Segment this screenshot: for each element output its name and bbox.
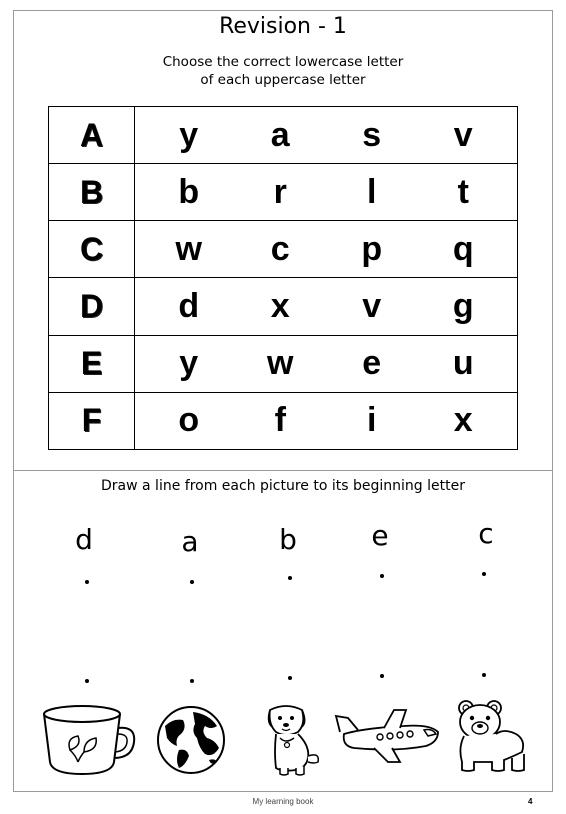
lowercase-option[interactable]: i (367, 401, 377, 440)
uppercase-letter: D (49, 278, 135, 335)
lowercase-option[interactable]: e (362, 344, 382, 383)
lowercase-options (135, 335, 518, 392)
cup-icon (40, 702, 138, 778)
letter-dot-d[interactable] (85, 580, 89, 584)
picture-dot-globe[interactable] (190, 679, 194, 683)
letter-dot-a[interactable] (190, 580, 194, 584)
lowercase-option[interactable]: o (178, 401, 200, 440)
uppercase-letter: F (49, 392, 135, 449)
letter-dot-c[interactable] (482, 572, 486, 576)
letter-row (49, 335, 518, 392)
match-letter-d: d (75, 523, 93, 556)
picture-dot-airplane[interactable] (380, 674, 384, 678)
lowercase-option[interactable]: v (453, 115, 473, 154)
lowercase-option[interactable]: g (452, 287, 474, 326)
lowercase-option[interactable]: y (179, 115, 199, 154)
lowercase-option[interactable]: c (270, 229, 290, 268)
uppercase-letter: E (49, 335, 135, 392)
match-letter-a: a (181, 525, 199, 558)
letter-dot-b[interactable] (288, 576, 292, 580)
uppercase-letter: C (49, 221, 135, 278)
lowercase-option[interactable]: y (179, 344, 199, 383)
lowercase-options (135, 164, 518, 221)
lowercase-option[interactable]: t (457, 172, 469, 211)
airplane-icon (334, 706, 444, 764)
lowercase-option[interactable]: r (273, 172, 287, 211)
bear-icon (452, 696, 532, 776)
lowercase-options (135, 221, 518, 278)
match-letter-e: e (371, 519, 389, 552)
lowercase-option[interactable]: x (453, 401, 473, 440)
lowercase-option[interactable]: s (362, 115, 382, 154)
lowercase-option[interactable]: x (270, 287, 290, 326)
lowercase-option[interactable]: v (362, 287, 382, 326)
instructions-letter-matching (0, 53, 566, 89)
lowercase-option[interactable]: u (452, 344, 474, 383)
match-letter-c: c (478, 517, 494, 550)
letter-row (49, 392, 518, 449)
lowercase-option[interactable]: w (267, 344, 294, 383)
picture-dot-bear[interactable] (482, 673, 486, 677)
letter-row (49, 164, 518, 221)
instruction-line-2: of each uppercase letter (200, 72, 366, 88)
letter-row (49, 278, 518, 335)
letter-choice-table (48, 106, 518, 450)
lowercase-option[interactable]: q (452, 229, 474, 268)
match-letter-b: b (279, 523, 297, 556)
section-divider (13, 470, 553, 471)
lowercase-options (135, 392, 518, 449)
page-number: 4 (528, 797, 533, 806)
dog-icon (262, 702, 324, 778)
lowercase-option[interactable]: d (178, 287, 200, 326)
lowercase-options (135, 278, 518, 335)
letter-row (49, 221, 518, 278)
page-title: Revision - 1 (219, 14, 347, 39)
lowercase-options (135, 107, 518, 164)
picture-dot-dog[interactable] (288, 676, 292, 680)
picture-dot-cup[interactable] (85, 679, 89, 683)
letter-dot-e[interactable] (380, 574, 384, 578)
earth-globe-icon (153, 704, 229, 776)
uppercase-letter: A (49, 107, 135, 164)
lowercase-option[interactable]: l (367, 172, 377, 211)
lowercase-option[interactable]: p (361, 229, 383, 268)
lowercase-option[interactable]: w (175, 229, 202, 268)
letter-row (49, 107, 518, 164)
instruction-line-1: Choose the correct lowercase letter (162, 54, 404, 70)
lowercase-option[interactable]: f (274, 401, 286, 440)
lowercase-option[interactable]: b (178, 172, 200, 211)
lowercase-option[interactable]: a (270, 115, 290, 154)
instructions-picture-matching: Draw a line from each picture to its beginning letter (101, 478, 465, 494)
footer-text: My learning book (252, 797, 314, 806)
uppercase-letter: B (49, 164, 135, 221)
